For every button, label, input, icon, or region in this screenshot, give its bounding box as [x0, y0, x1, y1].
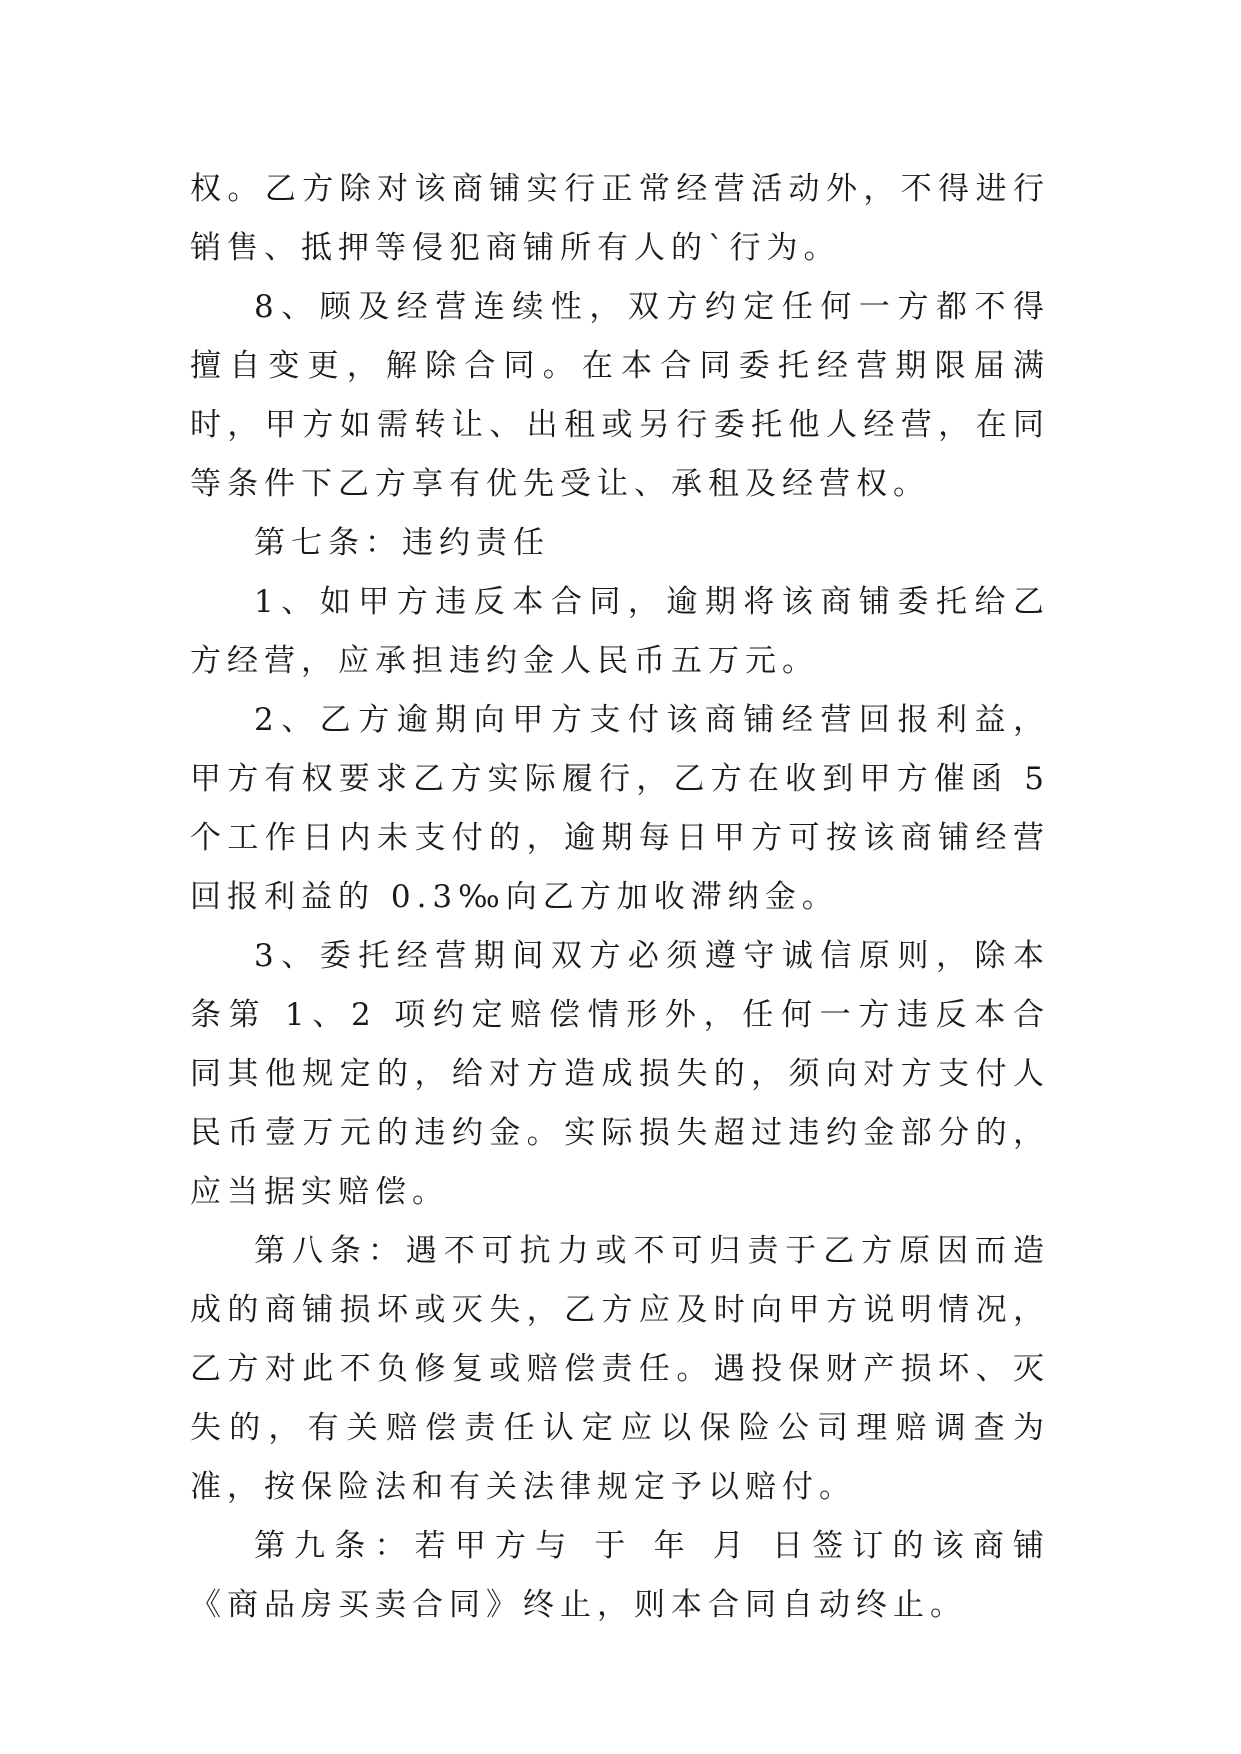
paragraph-item-2: 2、乙方逾期向甲方支付该商铺经营回报利益，甲方有权要求乙方实际履行，乙方在收到甲方催函 5 个工作日内未支付的，逾期每日甲方可按该商铺经营回报利益的 0.3‰向乙方加收滞纳金。 — [190, 702, 1050, 915]
article-9-paragraph: 第九条：若甲方与 于 年 月 日签订的该商铺《商品房买卖合同》终止，则本合同自动终止。 — [190, 1528, 1050, 1623]
paragraph-continuation: 权。乙方除对该商铺实行正常经营活动外，不得进行销售、抵押等侵犯商铺所有人的`行为。 — [190, 171, 1050, 266]
paragraph-item-3: 3、委托经营期间双方必须遵守诚信原则，除本条第 1、2 项约定赔偿情形外，任何一方违反本合同其他规定的，给对方造成损失的，须向对方支付人民币壹万元的违约金。实际损失超过违约金部分的，应当据实赔偿。 — [190, 938, 1050, 1210]
article-7-heading: 第七条：违约责任 — [254, 525, 550, 561]
paragraph-item-1: 1、如甲方违反本合同，逾期将该商铺委托给乙方经营，应承担违约金人民币五万元。 — [190, 584, 1050, 679]
paragraph-item-8: 8、顾及经营连续性，双方约定任何一方都不得擅自变更，解除合同。在本合同委托经营期限届满时，甲方如需转让、出租或另行委托他人经营，在同等条件下乙方享有优先受让、承租及经营权。 — [190, 289, 1050, 502]
document-body — [190, 160, 1050, 1635]
article-8-paragraph: 第八条：遇不可抗力或不可归责于乙方原因而造成的商铺损坏或灭失，乙方应及时向甲方说明情况，乙方对此不负修复或赔偿责任。遇投保财产损坏、灭失的，有关赔偿责任认定应以保险公司理赔调查为准，按保险法和有关法律规定予以赔付。 — [190, 1233, 1050, 1505]
